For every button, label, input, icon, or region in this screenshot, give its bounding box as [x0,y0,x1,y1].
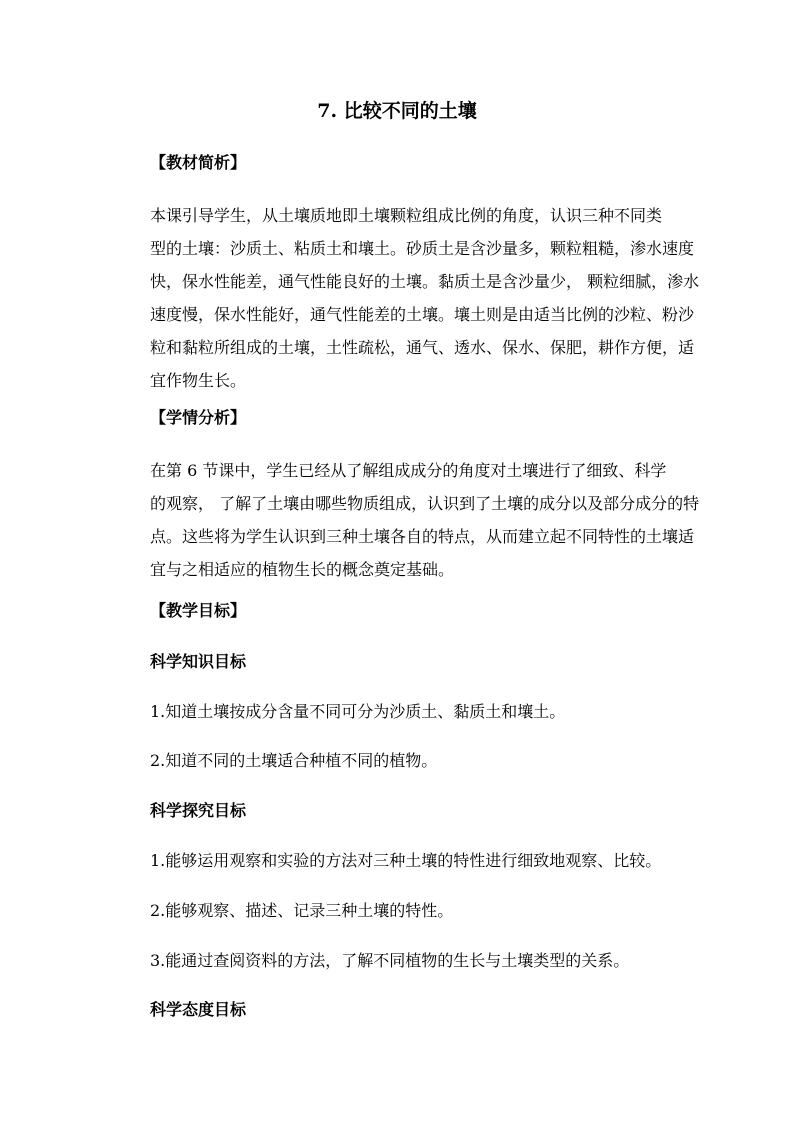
subheading-knowledge-goals: 科学知识目标 [150,652,247,671]
section-heading-textbook-analysis: 【教材简析】 [150,153,247,172]
student-analysis-paragraph [150,454,700,586]
paragraph-line: 速度慢，保水性能好，通气性能差的土壤。壤土则是由适当比例的沙粒、粉沙 [150,305,695,324]
paragraph-line: 本课引导学生，从土壤质地即土壤颗粒组成比例的角度，认识三种不同类 [150,206,663,225]
section-heading-student-analysis: 【学情分析】 [150,408,247,427]
section-heading-teaching-goals: 【教学目标】 [150,601,247,620]
paragraph-line: 宜与之相适应的植物生长的概念奠定基础。 [150,560,455,579]
subheading-inquiry-goals: 科学探究目标 [150,801,247,820]
inquiry-goal-item: 2.能够观察、描述、记录三种土壤的特性。 [150,901,454,920]
paragraph-line: 快，保水性能差，通气性能良好的土壤。黏质土是含沙量少， 颗粒细腻，渗水 [150,272,700,291]
knowledge-goal-item: 1.知道土壤按成分含量不同可分为沙质土、黏质土和壤土。 [150,702,566,721]
subheading-attitude-goals: 科学态度目标 [150,1000,247,1019]
paragraph-line: 的观察， 了解了土壤由哪些物质组成，认识到了土壤的成分以及部分成分的特 [150,494,700,513]
inquiry-goal-item: 3.能通过查阅资料的方法，了解不同植物的生长与土壤类型的关系。 [150,951,630,970]
paragraph-line: 在第 6 节课中，学生已经从了解组成成分的角度对土壤进行了细致、科学 [150,461,667,480]
knowledge-goal-item: 2.知道不同的土壤适合种植不同的植物。 [150,751,438,770]
textbook-analysis-paragraph [150,199,700,397]
paragraph-line: 点。这些将为学生认识到三种土壤各自的特点，从而建立起不同特性的土壤适 [150,527,695,546]
paragraph-line: 宜作物生长。 [150,371,247,390]
document-title: 7. 比较不同的土壤 [317,100,477,122]
paragraph-line: 粒和黏粒所组成的土壤，土性疏松，通气、透水、保水、保肥，耕作方便，适 [150,338,695,357]
paragraph-line: 型的土壤：沙质土、粘质土和壤土。砂质土是含沙量多，颗粒粗糙，渗水速度 [150,239,695,258]
inquiry-goal-item: 1.能够运用观察和实验的方法对三种土壤的特性进行细致地观察、比较。 [150,851,662,870]
